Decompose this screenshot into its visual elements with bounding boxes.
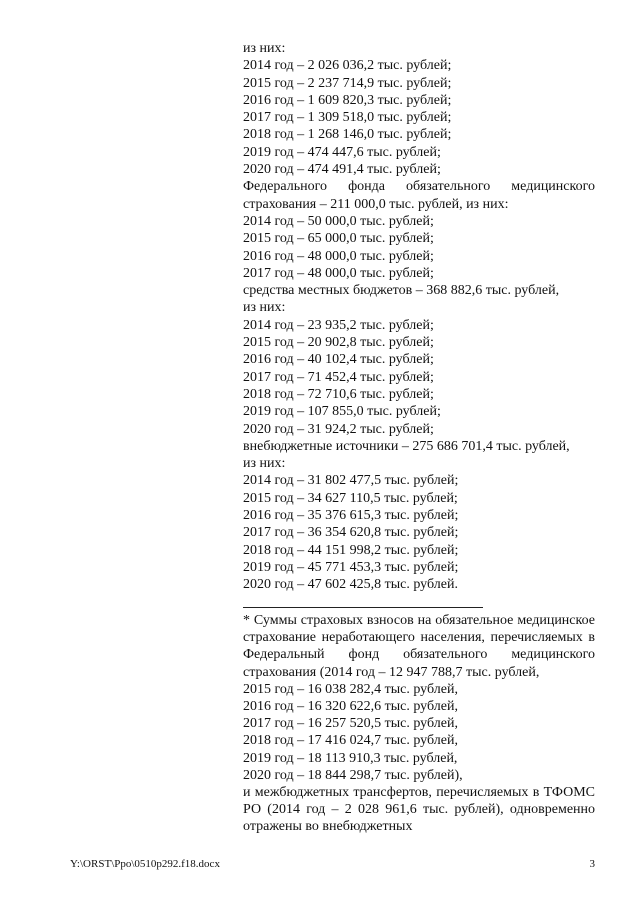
- text-line: 2020 год – 47 602 425,8 тыс. рублей.: [243, 577, 458, 593]
- footnote-line: 2017 год – 16 257 520,5 тыс. рублей,: [243, 716, 458, 732]
- text-line: 2015 год – 2 237 714,9 тыс. рублей;: [243, 75, 452, 91]
- footnote-line: * Суммы страховых взносов на обязательное медицинское: [243, 613, 595, 628]
- page-number: 3: [589, 858, 595, 870]
- footnote-line: в Федеральный фонд обязательного медицинского: [243, 630, 595, 663]
- text-line: внебюджетные источники – 275 686 701,4 тыс. рублей,: [243, 438, 570, 454]
- text-line: из них:: [243, 41, 286, 56]
- footnote-line: 2019 год – 18 113 910,3 тыс. рублей,: [243, 750, 458, 766]
- footnote-paragraph-transfers: [243, 784, 595, 836]
- footnote-line: 2015 год – 16 038 282,4 тыс. рублей,: [243, 681, 458, 697]
- text-line: 2019 год – 474 447,6 тыс. рублей;: [243, 144, 441, 160]
- text-line: 2016 год – 35 376 615,3 тыс. рублей;: [243, 508, 459, 524]
- text-line: 2016 год – 48 000,0 тыс. рублей;: [243, 248, 434, 264]
- footnote-paragraph-contributions: [243, 612, 595, 681]
- text-line: 2014 год – 50 000,0 тыс. рублей;: [243, 213, 434, 229]
- text-line: 2018 год – 72 710,6 тыс. рублей;: [243, 386, 434, 402]
- text-line: 2016 год – 1 609 820,3 тыс. рублей;: [243, 92, 452, 108]
- text-line: из них:: [243, 456, 286, 472]
- footnote-line: в ТФОМС РО (2014 год – 2 028 961,6 тыс. рублей),: [243, 785, 596, 818]
- text-line: 2020 год – 31 924,2 тыс. рублей;: [243, 421, 434, 437]
- file-path: Y:\ORST\Ppo\0510p292.f18.docx: [70, 858, 220, 870]
- footnote-line: страхования (2014 год – 12 947 788,7 тыс. рублей,: [243, 664, 540, 680]
- text-line: 2018 год – 1 268 146,0 тыс. рублей;: [243, 127, 452, 143]
- footnote-divider: [243, 607, 483, 608]
- text-line: 2015 год – 65 000,0 тыс. рублей;: [243, 231, 434, 247]
- text-paragraph-ffoms: [243, 178, 595, 213]
- footnote-line: 2016 год – 16 320 622,6 тыс. рублей,: [243, 699, 458, 715]
- text-line: Федерального фонда обязательного медицинского: [243, 179, 595, 195]
- text-line: средства местных бюджетов – 368 882,6 тыс. рублей,: [243, 283, 560, 299]
- footnote-line: страхование неработающего населения, перечисляемых: [243, 630, 583, 646]
- text-line: 2015 год – 20 902,8 тыс. рублей;: [243, 335, 434, 351]
- text-line: из них:: [243, 300, 286, 316]
- footnote-line: одновременно отражены во внебюджетных: [243, 802, 596, 835]
- text-line: 2017 год – 48 000,0 тыс. рублей;: [243, 265, 434, 281]
- text-line: 2016 год – 40 102,4 тыс. рублей;: [243, 352, 434, 368]
- text-line: 2015 год – 34 627 110,5 тыс. рублей;: [243, 490, 458, 506]
- footnote-line: 2020 год – 18 844 298,7 тыс. рублей),: [243, 767, 463, 783]
- main-text-column: [243, 40, 595, 594]
- text-line: 2020 год – 474 491,4 тыс. рублей;: [243, 162, 441, 178]
- text-line: 2014 год – 31 802 477,5 тыс. рублей;: [243, 473, 459, 489]
- text-line: 2017 год – 1 309 518,0 тыс. рублей;: [243, 110, 452, 126]
- text-line: 2014 год – 23 935,2 тыс. рублей;: [243, 317, 434, 333]
- text-line: 2018 год – 44 151 998,2 тыс. рублей;: [243, 542, 459, 558]
- footnote: [243, 612, 595, 836]
- text-line: 2019 год – 107 855,0 тыс. рублей;: [243, 404, 441, 420]
- text-line: 2017 год – 71 452,4 тыс. рублей;: [243, 369, 434, 385]
- text-line: 2017 год – 36 354 620,8 тыс. рублей;: [243, 525, 459, 541]
- text-line: страхования – 211 000,0 тыс. рублей, из них:: [243, 196, 509, 212]
- text-line: 2019 год – 45 771 453,3 тыс. рублей;: [243, 559, 459, 575]
- footnote-line: и межбюджетных трансфертов, перечисляемых: [243, 785, 529, 801]
- footnote-line: 2018 год – 17 416 024,7 тыс. рублей,: [243, 733, 458, 749]
- text-line: 2014 год – 2 026 036,2 тыс. рублей;: [243, 58, 452, 74]
